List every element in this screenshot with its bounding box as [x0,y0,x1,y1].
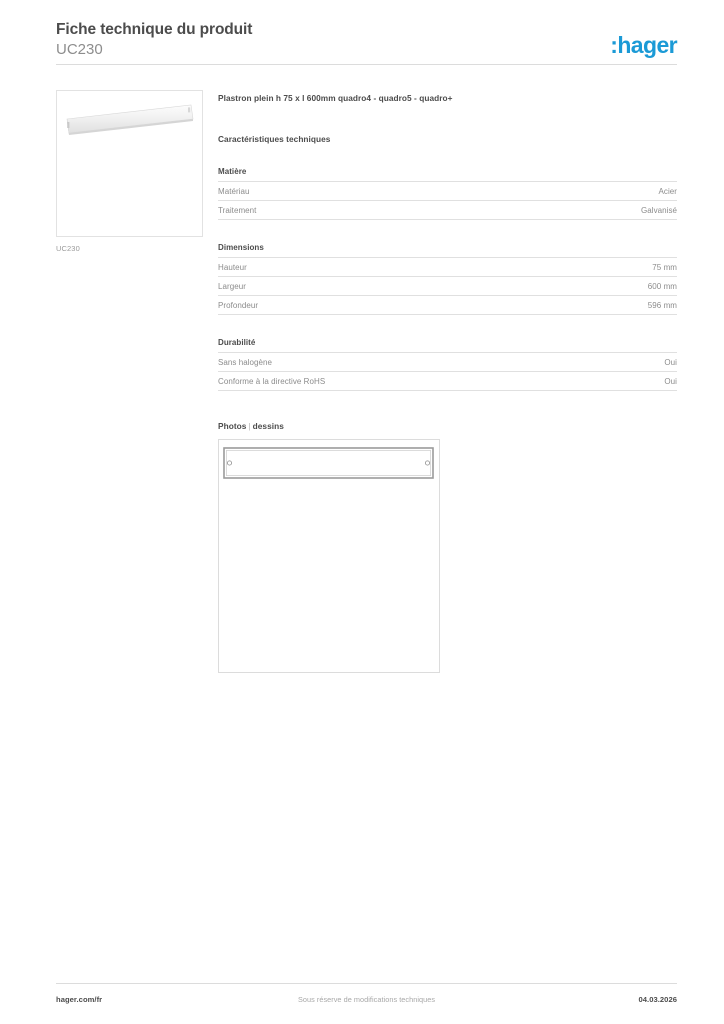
spec-table [218,352,677,391]
spec-label: Sans halogène [218,358,273,367]
photos-label: Photos [218,421,247,431]
footer-date: 04.03.2026 [638,995,677,1004]
product-reference: UC230 [56,41,103,58]
product-description: Plastron plein h 75 x l 600mm quadro4 - quadro5 - quadro+ [218,93,453,103]
specs-section-title: Caractéristiques techniques [218,134,331,144]
spec-label: Matériau [218,187,250,196]
hager-logo: :hager [610,32,677,58]
spec-table [218,257,677,315]
table-row [218,258,677,277]
spec-value: 75 mm [652,263,677,272]
spec-table [218,181,677,220]
table-row [218,353,677,372]
spec-group-title: Matière [218,167,247,176]
photos-title-separator: | [248,421,251,431]
spec-groups [218,167,677,391]
spec-group [218,167,677,220]
main-content [218,92,677,673]
spec-group [218,243,677,315]
photos-block [218,421,677,673]
product-photo-frame [56,90,203,237]
footer-divider [56,983,677,984]
table-row [218,296,677,315]
drawings-label: dessins [252,421,284,431]
spec-label: Conforme à la directive RoHS [218,377,326,386]
spec-group-title: Durabilité [218,338,256,347]
technical-drawing [223,447,434,479]
photos-section-title [218,421,677,431]
spec-group-title: Dimensions [218,243,264,252]
product-panel-image [65,103,194,143]
spec-value: Acier [658,187,677,196]
table-row [218,182,677,201]
spec-value: 600 mm [647,282,677,291]
spec-label: Hauteur [218,263,247,272]
spec-value: 596 mm [647,301,677,310]
product-photo-column [56,90,203,253]
product-photo-caption: UC230 [56,244,80,253]
spec-label: Profondeur [218,301,259,310]
table-row [218,201,677,220]
technical-drawing-frame [218,439,440,673]
spec-group [218,338,677,391]
page-title: Fiche technique du produit [56,21,253,38]
title-block [56,20,252,59]
spec-value: Oui [664,377,677,386]
spec-value: Galvanisé [640,206,677,215]
header-divider [56,64,677,65]
table-row [218,372,677,391]
spec-label: Traitement [218,206,257,215]
spec-label: Largeur [218,282,246,291]
footer-website[interactable]: hager.com/fr [56,995,103,1004]
footer-disclaimer: Sous réserve de modifications techniques [297,995,436,1004]
page-header [56,20,677,60]
spec-value: Oui [664,358,677,367]
page-footer [56,995,677,1009]
table-row [218,277,677,296]
